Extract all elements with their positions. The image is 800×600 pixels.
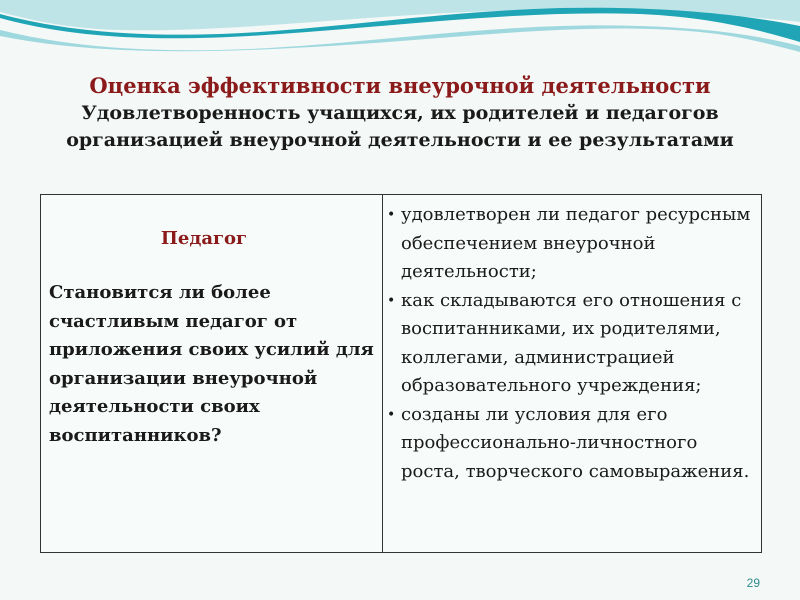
table-right-cell xyxy=(383,195,761,552)
list-item-text: созданы ли условия для его профессионально-личностного роста, творческого самовыражения. xyxy=(401,403,750,482)
title-line-1: Оценка эффективности внеурочной деятельности xyxy=(89,73,711,98)
bullet-icon: • xyxy=(387,207,396,223)
content-table xyxy=(40,194,762,553)
list-item xyxy=(387,401,751,487)
role-heading: Педагог xyxy=(160,228,248,249)
table-left-cell xyxy=(41,195,383,552)
list-item-text: как складываются его отношения с воспитанниками, их родителями, коллегами, администрацией образовательного учреждения; xyxy=(401,289,742,396)
bullet-icon: • xyxy=(387,292,396,309)
page-number: 29 xyxy=(746,576,760,590)
list-item xyxy=(387,201,751,287)
question-text: Становится ли более счастливым педагог от приложения своих усилий для организации внеурочной деятельности своих воспитанников? xyxy=(49,282,374,446)
title-line-2: Удовлетворенность учащихся, их родителей и педагогов xyxy=(81,102,719,124)
slide-title xyxy=(0,72,800,154)
list-item-text: удовлетворен ли педагог ресурсным обеспечением внеурочной деятельности; xyxy=(401,204,751,282)
criteria-list xyxy=(387,201,751,486)
bullet-icon: • xyxy=(387,406,396,423)
title-line-3: организацией внеурочной деятельности и ее результатами xyxy=(66,129,734,151)
list-item xyxy=(387,287,751,401)
